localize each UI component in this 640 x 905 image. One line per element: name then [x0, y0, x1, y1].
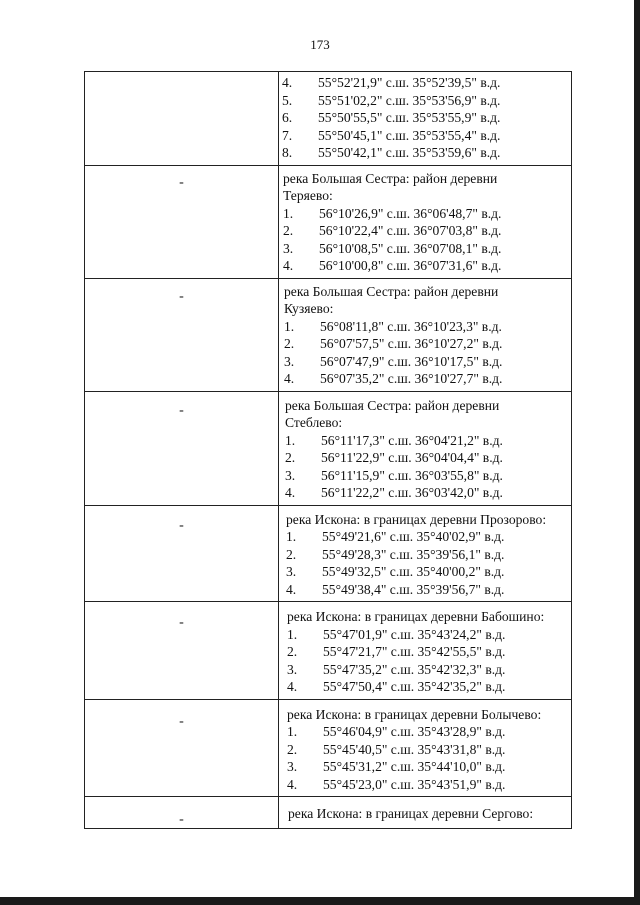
- coordinate-point: [287, 643, 571, 661]
- point-coordinates: 55°47'21,7" с.ш. 35°42'55,5" в.д.: [323, 644, 506, 659]
- point-number: 7.: [282, 127, 293, 143]
- marker-cell: [85, 72, 279, 166]
- point-number: 3.: [286, 564, 297, 579]
- point-number: 4.: [286, 581, 297, 597]
- place-name-line: река Большая Сестра: район деревни: [283, 170, 498, 186]
- point-number: 2.: [284, 336, 295, 351]
- point-coordinates: 56°07'35,2" с.ш. 36°10'27,7" в.д.: [320, 371, 503, 386]
- coordinate-point: [286, 563, 571, 581]
- coordinate-point: [283, 222, 571, 240]
- location-content: [279, 602, 571, 699]
- marker-cell: [85, 699, 279, 797]
- location-cell: [279, 165, 572, 278]
- location-cell: [279, 602, 572, 700]
- point-coordinates: 56°11'17,3" с.ш. 36°04'21,2" в.д.: [321, 432, 503, 448]
- point-number: 3.: [287, 759, 298, 774]
- point-coordinates: 56°10'00,8" с.ш. 36°07'31,6" в.д.: [319, 258, 502, 273]
- coordinate-point: [287, 758, 571, 776]
- page-number: 173: [310, 37, 330, 52]
- coordinate-point: [287, 626, 571, 644]
- coordinate-point: [285, 484, 571, 502]
- coordinate-point: [286, 528, 571, 546]
- point-number: 4.: [287, 776, 298, 792]
- point-number: 3.: [285, 467, 296, 483]
- place-name-line: река Искона: в границах деревни Прозорово:: [286, 511, 547, 527]
- table-row: [85, 165, 572, 278]
- place-name-line: река Большая Сестра: район деревни: [284, 283, 499, 299]
- coordinate-point: [283, 240, 571, 258]
- point-number: 2.: [287, 644, 298, 659]
- point-coordinates: 56°11'22,9" с.ш. 36°04'04,4" в.д.: [321, 450, 503, 465]
- coordinate-point: [287, 776, 571, 794]
- coordinate-point: [284, 318, 571, 336]
- place-name-line: река Искона: в границах деревни Болычево:: [287, 706, 542, 722]
- point-coordinates: 55°50'45,1" с.ш. 35°53'55,4" в.д.: [318, 127, 501, 143]
- marker-cell: [85, 797, 279, 829]
- point-coordinates: 55°49'38,4" с.ш. 35°39'56,7" в.д.: [322, 581, 505, 597]
- point-coordinates: 56°11'15,9" с.ш. 36°03'55,8" в.д.: [321, 467, 503, 483]
- location-content: [279, 72, 571, 165]
- row-marker: -: [179, 288, 184, 304]
- point-coordinates: 56°10'22,4" с.ш. 36°07'03,8" в.д.: [319, 223, 502, 238]
- coordinate-point: [285, 467, 571, 485]
- place-name-line: Кузяево:: [284, 301, 334, 316]
- point-number: 2.: [285, 450, 296, 465]
- point-coordinates: 55°47'50,4" с.ш. 35°42'35,2" в.д.: [323, 679, 506, 694]
- location-content: [279, 506, 571, 602]
- coordinates-table: [84, 71, 572, 829]
- coordinate-point: [284, 353, 571, 371]
- coordinate-point: [286, 546, 571, 564]
- point-coordinates: 55°49'32,5" с.ш. 35°40'00,2" в.д.: [322, 564, 505, 579]
- location-cell: [279, 699, 572, 797]
- point-coordinates: 56°10'26,9" с.ш. 36°06'48,7" в.д.: [319, 205, 502, 221]
- place-name-line: река Искона: в границах деревни Бабошино:: [287, 609, 545, 624]
- point-coordinates: 56°07'47,9" с.ш. 36°10'17,5" в.д.: [320, 353, 503, 369]
- point-coordinates: 55°49'21,6" с.ш. 35°40'02,9" в.д.: [322, 529, 505, 544]
- scan-border-bottom: [0, 897, 640, 905]
- coordinate-point: [282, 144, 571, 162]
- row-marker: -: [179, 402, 184, 418]
- point-coordinates: 55°52'21,9" с.ш. 35°52'39,5" в.д.: [318, 75, 501, 90]
- point-number: 2.: [287, 741, 298, 757]
- point-number: 2.: [283, 223, 294, 238]
- coordinate-point: [282, 74, 571, 92]
- point-coordinates: 55°46'04,9" с.ш. 35°43'28,9" в.д.: [323, 724, 506, 739]
- coordinate-point: [284, 335, 571, 353]
- point-number: 4.: [283, 258, 294, 273]
- coordinate-point: [285, 432, 571, 450]
- marker-cell: [85, 505, 279, 602]
- coordinate-point: [285, 449, 571, 467]
- coordinate-point: [286, 581, 571, 599]
- point-number: 1.: [283, 205, 294, 221]
- point-number: 3.: [287, 661, 298, 677]
- coordinate-point: [283, 205, 571, 223]
- marker-cell: [85, 165, 279, 278]
- point-number: 2.: [286, 546, 297, 562]
- table-row: [85, 72, 572, 166]
- point-number: 1.: [284, 318, 295, 334]
- row-marker: -: [179, 615, 184, 630]
- place-name-line: Теряево:: [283, 188, 333, 203]
- coordinate-point: [283, 257, 571, 275]
- location-content: [279, 279, 571, 391]
- table-row: [85, 699, 572, 797]
- table-row: [85, 278, 572, 391]
- table-row: [85, 505, 572, 602]
- coordinate-point: [282, 92, 571, 110]
- location-cell: [279, 505, 572, 602]
- point-coordinates: 56°07'57,5" с.ш. 36°10'27,2" в.д.: [320, 336, 503, 351]
- point-coordinates: 55°50'55,5" с.ш. 35°53'55,9" в.д.: [318, 110, 501, 125]
- point-coordinates: 55°47'35,2" с.ш. 35°42'32,3" в.д.: [323, 661, 506, 677]
- point-coordinates: 55°45'31,2" с.ш. 35°44'10,0" в.д.: [323, 759, 506, 774]
- scan-border-right: [634, 0, 640, 905]
- coordinate-point: [284, 370, 571, 388]
- row-marker: -: [179, 517, 184, 533]
- location-cell: [279, 72, 572, 166]
- marker-cell: [85, 391, 279, 505]
- location-content: [279, 166, 571, 278]
- table-row: [85, 391, 572, 505]
- coordinate-point: [287, 661, 571, 679]
- row-marker: -: [179, 713, 184, 729]
- point-coordinates: 55°47'01,9" с.ш. 35°43'24,2" в.д.: [323, 626, 506, 642]
- location-cell: [279, 278, 572, 391]
- marker-cell: [85, 278, 279, 391]
- location-content: [279, 392, 571, 505]
- point-coordinates: 56°10'08,5" с.ш. 36°07'08,1" в.д.: [319, 240, 502, 256]
- place-name-line: Стеблево:: [285, 415, 343, 430]
- table-row: [85, 797, 572, 829]
- location-content: [279, 700, 571, 797]
- point-coordinates: 55°45'40,5" с.ш. 35°43'31,8" в.д.: [323, 741, 506, 757]
- point-number: 1.: [286, 529, 297, 544]
- coordinate-point: [282, 109, 571, 127]
- point-coordinates: 55°45'23,0" с.ш. 35°43'51,9" в.д.: [323, 776, 506, 792]
- place-name-line: река Большая Сестра: район деревни: [285, 397, 500, 413]
- point-coordinates: 55°51'02,2" с.ш. 35°53'56,9" в.д.: [318, 92, 501, 108]
- coordinate-point: [287, 741, 571, 759]
- location-cell: [279, 797, 572, 829]
- point-coordinates: 55°49'28,3" с.ш. 35°39'56,1" в.д.: [322, 546, 505, 562]
- table-row: [85, 602, 572, 700]
- point-number: 1.: [285, 432, 296, 448]
- row-marker: -: [179, 174, 184, 190]
- place-name-line: река Искона: в границах деревни Сергово:: [288, 806, 534, 821]
- point-coordinates: 56°11'22,2" с.ш. 36°03'42,0" в.д.: [321, 485, 503, 500]
- point-number: 6.: [282, 110, 293, 125]
- coordinate-point: [287, 723, 571, 741]
- point-number: 4.: [285, 485, 296, 500]
- row-marker: -: [179, 812, 184, 827]
- point-number: 3.: [283, 240, 294, 256]
- point-number: 8.: [282, 145, 293, 160]
- point-coordinates: 55°50'42,1" с.ш. 35°53'59,6" в.д.: [318, 145, 501, 160]
- coordinates-table-body: [85, 72, 572, 829]
- coordinate-point: [282, 127, 571, 145]
- point-number: 4.: [287, 679, 298, 694]
- point-number: 4.: [282, 75, 293, 90]
- point-number: 4.: [284, 371, 295, 386]
- point-number: 5.: [282, 92, 293, 108]
- point-number: 1.: [287, 724, 298, 739]
- point-number: 1.: [287, 626, 298, 642]
- location-cell: [279, 391, 572, 505]
- point-coordinates: 56°08'11,8" с.ш. 36°10'23,3" в.д.: [320, 318, 502, 334]
- row-marker: [85, 72, 278, 80]
- coordinate-point: [287, 678, 571, 696]
- marker-cell: [85, 602, 279, 700]
- point-number: 3.: [284, 353, 295, 369]
- location-content: [279, 797, 571, 826]
